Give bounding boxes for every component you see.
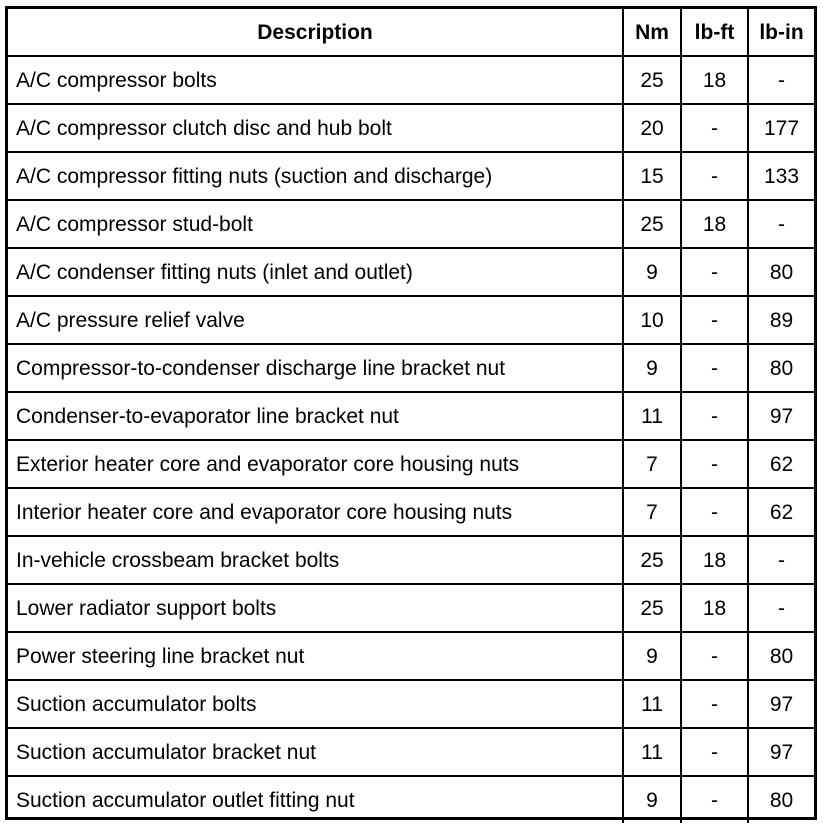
cell-description: Suction accumulator outlet fitting nut [8, 776, 623, 823]
cell-lb-ft: - [681, 632, 748, 680]
cell-lb-ft: - [681, 104, 748, 152]
header-nm: Nm [623, 9, 681, 56]
cell-description: A/C condenser fitting nuts (inlet and outlet) [8, 248, 623, 296]
cell-lb-ft: 18 [681, 584, 748, 632]
cell-nm: 25 [623, 536, 681, 584]
table-row [8, 152, 814, 200]
header-description: Description [8, 9, 623, 56]
cell-lb-ft: - [681, 728, 748, 776]
cell-description: Power steering line bracket nut [8, 632, 623, 680]
cell-lb-in: 97 [748, 680, 814, 728]
cell-lb-in: - [748, 200, 814, 248]
table-body [8, 56, 814, 823]
cell-lb-in: - [748, 584, 814, 632]
header-lb-in: lb-in [748, 9, 814, 56]
cell-description: Condenser-to-evaporator line bracket nut [8, 392, 623, 440]
cell-nm: 20 [623, 104, 681, 152]
cell-nm: 7 [623, 488, 681, 536]
cell-description: In-vehicle crossbeam bracket bolts [8, 536, 623, 584]
cell-lb-ft: 18 [681, 200, 748, 248]
cell-lb-in: 80 [748, 248, 814, 296]
cell-nm: 9 [623, 248, 681, 296]
cell-nm: 25 [623, 200, 681, 248]
cell-description: Compressor-to-condenser discharge line bracket nut [8, 344, 623, 392]
cell-nm: 11 [623, 680, 681, 728]
cell-lb-ft: - [681, 488, 748, 536]
cell-nm: 15 [623, 152, 681, 200]
cell-nm: 25 [623, 584, 681, 632]
cell-lb-in: 89 [748, 296, 814, 344]
cell-lb-ft: - [681, 248, 748, 296]
cell-lb-ft: - [681, 296, 748, 344]
table-row [8, 200, 814, 248]
table-row [8, 584, 814, 632]
table-row [8, 104, 814, 152]
cell-lb-ft: - [681, 392, 748, 440]
cell-lb-in: - [748, 536, 814, 584]
cell-nm: 10 [623, 296, 681, 344]
cell-lb-ft: 18 [681, 536, 748, 584]
cell-lb-ft: - [681, 152, 748, 200]
table-row [8, 392, 814, 440]
cell-nm: 11 [623, 392, 681, 440]
cell-nm: 11 [623, 728, 681, 776]
cell-description: A/C compressor clutch disc and hub bolt [8, 104, 623, 152]
cell-lb-in: - [748, 56, 814, 104]
table-header-row [8, 9, 814, 56]
table-row [8, 440, 814, 488]
table-row [8, 56, 814, 104]
cell-lb-ft: - [681, 344, 748, 392]
cell-lb-in: 62 [748, 440, 814, 488]
cell-lb-ft: 18 [681, 56, 748, 104]
cell-description: Lower radiator support bolts [8, 584, 623, 632]
header-lb-ft: lb-ft [681, 9, 748, 56]
cell-description: A/C pressure relief valve [8, 296, 623, 344]
cell-lb-ft: - [681, 680, 748, 728]
cell-description: Interior heater core and evaporator core housing nuts [8, 488, 623, 536]
cell-lb-in: 80 [748, 344, 814, 392]
cell-nm: 9 [623, 344, 681, 392]
table-row [8, 776, 814, 823]
cell-lb-in: 62 [748, 488, 814, 536]
cell-lb-in: 177 [748, 104, 814, 152]
torque-spec-table [8, 9, 814, 823]
torque-spec-table-frame [5, 6, 817, 820]
table-row [8, 536, 814, 584]
cell-nm: 9 [623, 632, 681, 680]
cell-description: A/C compressor fitting nuts (suction and discharge) [8, 152, 623, 200]
cell-lb-in: 80 [748, 776, 814, 823]
cell-description: A/C compressor stud-bolt [8, 200, 623, 248]
cell-lb-in: 97 [748, 392, 814, 440]
table-row [8, 296, 814, 344]
table-row [8, 632, 814, 680]
cell-lb-in: 80 [748, 632, 814, 680]
cell-description: A/C compressor bolts [8, 56, 623, 104]
table-row [8, 248, 814, 296]
cell-lb-ft: - [681, 440, 748, 488]
cell-description: Suction accumulator bracket nut [8, 728, 623, 776]
cell-description: Exterior heater core and evaporator core housing nuts [8, 440, 623, 488]
cell-nm: 25 [623, 56, 681, 104]
table-row [8, 680, 814, 728]
table-row [8, 488, 814, 536]
cell-lb-in: 97 [748, 728, 814, 776]
table-row [8, 728, 814, 776]
cell-lb-ft: - [681, 776, 748, 823]
cell-lb-in: 133 [748, 152, 814, 200]
table-row [8, 344, 814, 392]
cell-nm: 7 [623, 440, 681, 488]
cell-description: Suction accumulator bolts [8, 680, 623, 728]
cell-nm: 9 [623, 776, 681, 823]
